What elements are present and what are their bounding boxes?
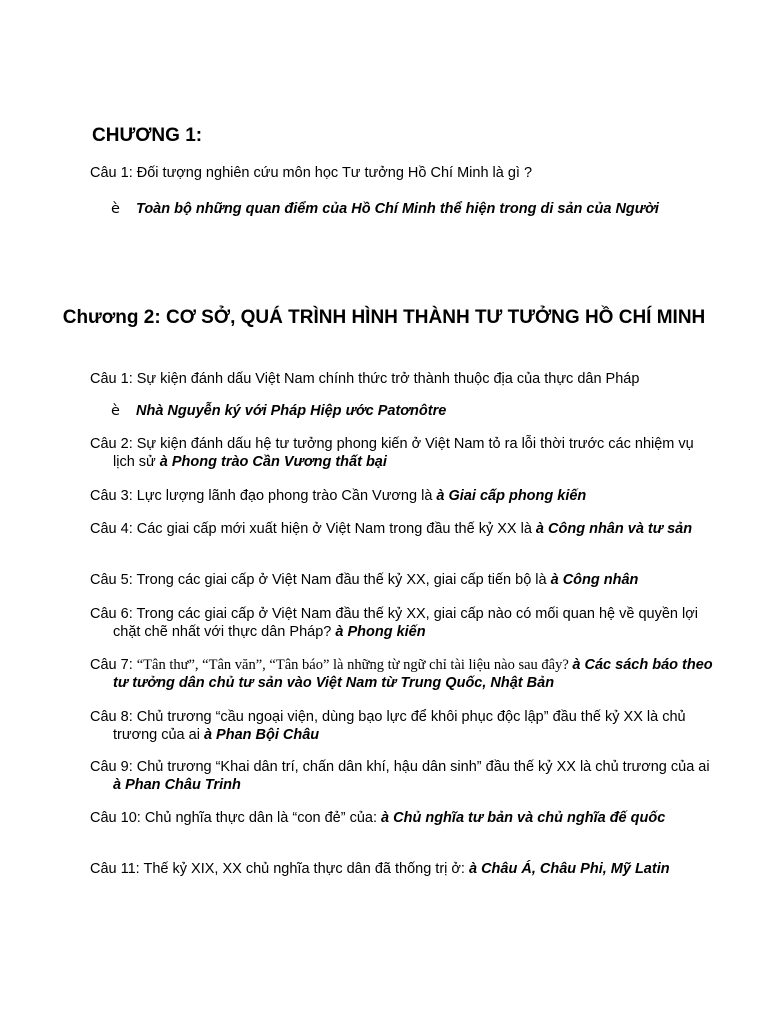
answer-text: à Châu Á, Châu Phi, Mỹ Latin: [468, 861, 670, 877]
question-text: Câu 11: Thế kỷ XIX, XX chủ nghĩa thực dân đã thống trị ở:: [90, 861, 469, 877]
question-text: Câu 6: Trong các giai cấp ở Việt Nam đầu thế kỷ XX, giai cấp nào có mối quan hệ về quyền lợi chặt chẽ nhất với thực dân Pháp?: [90, 606, 698, 640]
chapter2-heading: Chương 2: CƠ SỞ, QUÁ TRÌNH HÌNH THÀNH TƯ TƯỞNG HỒ CHÍ MINH: [62, 307, 706, 328]
question-5: [90, 571, 713, 589]
answer-text: à Phan Châu Trinh: [113, 777, 241, 793]
answer-text: à Phong kiến: [335, 624, 426, 640]
question-9: [90, 758, 713, 794]
question-text: Câu 8: Chủ trương “cầu ngoại viện, dùng bạo lực để khôi phục độc lập” đầu thế kỷ XX là chủ trương của ai: [90, 709, 686, 743]
chapter1-heading: CHƯƠNG 1:: [92, 125, 203, 146]
question-text: Câu 1: Sự kiện đánh dấu Việt Nam chính thức trở thành thuộc địa của thực dân Pháp: [90, 371, 640, 387]
answer-text: à Các sách báo theo tư tưởng dân chủ tư sản vào Việt Nam từ Trung Quốc, Nhật Bản: [113, 657, 713, 691]
answer-text: à Công nhân: [550, 572, 639, 588]
answer-text: à Chủ nghĩa tư bản và chủ nghĩa đế quốc: [381, 810, 666, 826]
question-10: [90, 809, 713, 827]
question-text: Câu 9: Chủ trương “Khai dân trí, chấn dân khí, hậu dân sinh” đầu thế kỷ XX là chủ trương của ai: [90, 759, 710, 775]
answer-text: Toàn bộ những quan điểm của Hồ Chí Minh thể hiện trong di sản của Người: [136, 201, 659, 217]
question-text: “Tân thư”, “Tân văn”, “Tân báo” là những từ ngữ chỉ tài liệu nào sau đây?: [136, 657, 573, 673]
question-11: [90, 860, 713, 878]
question-text: Câu 2: Sự kiện đánh dấu hệ tư tưởng phong kiến ở Việt Nam tỏ ra lỗi thời trước các nhiệm vụ lịch sử: [90, 436, 694, 470]
question-1: [90, 370, 713, 388]
answer-text: Nhà Nguyễn ký với Pháp Hiệp ước Patơnôtre: [136, 403, 447, 419]
question-prefix: Câu 7:: [90, 657, 137, 673]
chapter1-question-1: [90, 164, 713, 182]
question-3: [90, 487, 713, 505]
question-text: Câu 4: Các giai cấp mới xuất hiện ở Việt Nam trong đầu thế kỷ XX là: [90, 521, 536, 537]
answer-text: à Giai cấp phong kiến: [436, 488, 587, 504]
answer-arrow-icon: è: [111, 201, 120, 217]
answer-arrow-icon: è: [111, 403, 120, 419]
answer-text: à Phan Bội Châu: [203, 727, 320, 743]
question-6: [90, 605, 713, 641]
question-text: Câu 10: Chủ nghĩa thực dân là “con đẻ” của:: [90, 810, 382, 826]
question-text: Câu 3: Lực lượng lãnh đạo phong trào Cần Vương là: [90, 488, 437, 504]
answer-text: à Công nhân và tư sản: [535, 521, 693, 537]
question-7: [90, 656, 713, 692]
answer-1: [111, 402, 706, 420]
question-2: [90, 435, 713, 471]
question-text: Câu 5: Trong các giai cấp ở Việt Nam đầu thế kỷ XX, giai cấp tiến bộ là: [90, 572, 551, 588]
question-8: [90, 708, 713, 744]
question-text: Câu 1: Đối tượng nghiên cứu môn học Tư tưởng Hồ Chí Minh là gì ?: [90, 165, 533, 181]
question-4: [90, 520, 713, 538]
answer-text: à Phong trào Cần Vương thất bại: [159, 454, 387, 470]
chapter1-answer-1: [111, 200, 706, 218]
